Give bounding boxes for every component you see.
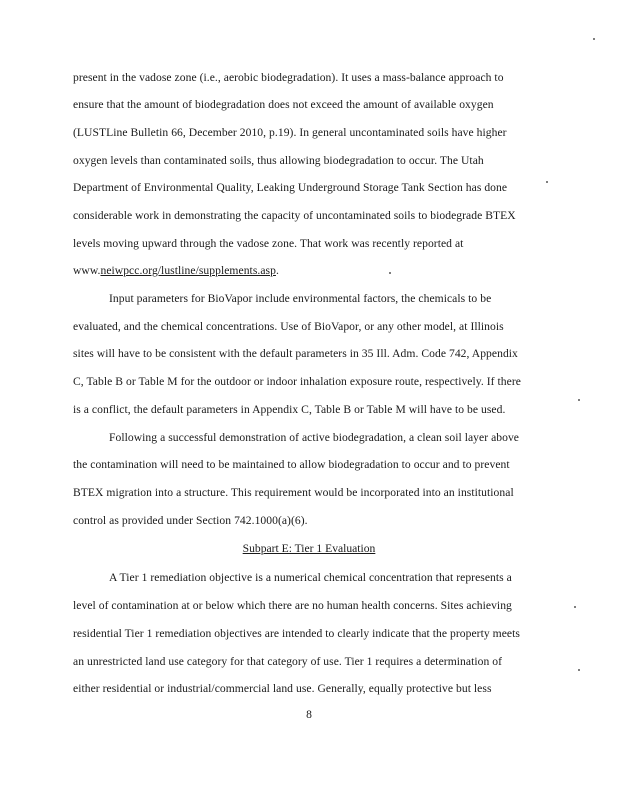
text-line: either residential or industrial/commercial land use. Generally, equally protective but less [73, 682, 492, 695]
scan-speck [574, 606, 576, 608]
text-line: oxygen levels than contaminated soils, thus allowing biodegradation to occur. The Utah [73, 154, 484, 167]
scan-speck [546, 181, 548, 183]
scan-speck [578, 669, 580, 671]
text-line-url [73, 264, 279, 278]
text-line: is a conflict, the default parameters in Appendix C, Table B or Table M will have to be used. [73, 403, 506, 416]
text-line: (LUSTLine Bulletin 66, December 2010, p.19). In general uncontaminated soils have higher [73, 126, 507, 139]
url-link[interactable]: neiwpcc.org/lustline/supplements.asp [100, 264, 276, 277]
text-line: considerable work in demonstrating the capacity of uncontaminated soils to biodegrade BTEX [73, 209, 516, 222]
text-line: an unrestricted land use category for that category of use. Tier 1 requires a determination of [73, 655, 503, 668]
text-line: level of contamination at or below which there are no human health concerns. Sites achieving [73, 599, 512, 612]
scan-speck [389, 272, 391, 274]
text-line: present in the vadose zone (i.e., aerobic biodegradation). It uses a mass-balance approach to [73, 71, 504, 84]
text-line: sites will have to be consistent with the default parameters in 35 Ill. Adm. Code 742, Appendix [73, 347, 518, 360]
text-line: levels moving upward through the vadose zone. That work was recently reported at [73, 237, 464, 250]
text-line: ensure that the amount of biodegradation does not exceed the amount of available oxygen [73, 98, 494, 111]
url-prefix: www. [73, 264, 101, 277]
text-line: the contamination will need to be maintained to allow biodegradation to occur and to prevent [73, 458, 510, 471]
text-line: residential Tier 1 remediation objectives are intended to clearly indicate that the property meets [73, 627, 520, 640]
text-line-indented: A Tier 1 remediation objective is a numerical chemical concentration that represents a [109, 571, 512, 584]
text-line: Department of Environmental Quality, Leaking Underground Storage Tank Section has done [73, 181, 508, 194]
text-line: BTEX migration into a structure. This requirement would be incorporated into an institutional [73, 486, 514, 499]
text-line: evaluated, and the chemical concentrations. Use of BioVapor, or any other model, at Illinois [73, 320, 504, 333]
text-line-indented: Following a successful demonstration of active biodegradation, a clean soil layer above [109, 431, 520, 444]
text-line: control as provided under Section 742.1000(a)(6). [73, 514, 308, 527]
scan-speck [578, 399, 580, 401]
text-line-indented: Input parameters for BioVapor include environmental factors, the chemicals to be [109, 292, 492, 305]
url-suffix: . [275, 264, 279, 277]
scan-speck [593, 38, 595, 40]
page-number: 8 [306, 708, 312, 721]
text-line: C, Table B or Table M for the outdoor or indoor inhalation exposure route, respectively. If there [73, 375, 521, 388]
section-heading: Subpart E: Tier 1 Evaluation [242, 542, 376, 555]
